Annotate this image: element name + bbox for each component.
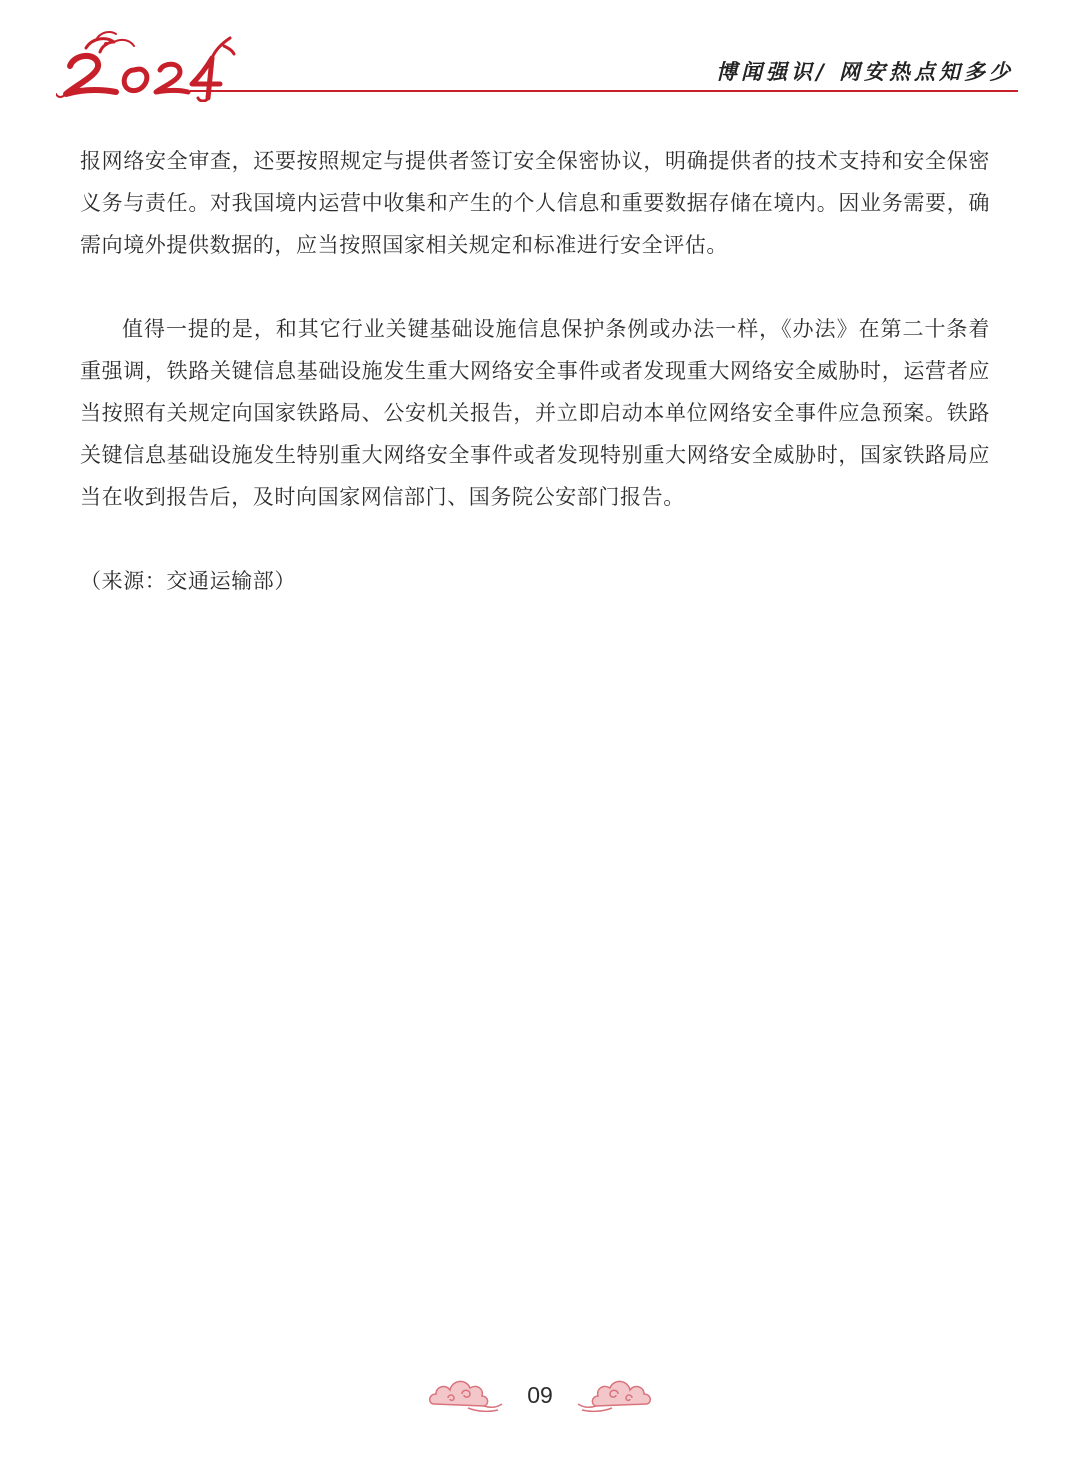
paragraph-1: 报网络安全审查，还要按照规定与提供者签订安全保密协议，明确提供者的技术支持和安全保密义务与责任。对我国境内运营中收集和产生的个人信息和重要数据存储在境内。因业务需要，确需向境外提供数据的，应当按照国家相关规定和标准进行安全评估。	[80, 149, 990, 257]
paragraph-2: 值得一提的是，和其它行业关键基础设施信息保护条例或办法一样，《办法》在第二十条着重强调，铁路关键信息基础设施发生重大网络安全事件或者发现重大网络安全威胁时，运营者应当按照有关规定向国家铁路局、公安机关报告，并立即启动本单位网络安全事件应急预案。铁路关键信息基础设施发生特别重大网络安全事件或者发现特别重大网络安全威胁时，国家铁路局应当在收到报告后，及时向国家网信部门、国务院公安部门报告。	[80, 317, 990, 509]
auspicious-cloud-icon	[428, 1374, 504, 1416]
header-divider	[190, 90, 1018, 92]
page-footer	[0, 1370, 1080, 1430]
header-title: 博闻强识/ 网安热点知多少	[716, 59, 1014, 84]
source-note: （来源：交通运输部）	[80, 569, 296, 593]
page-number: 09	[527, 1382, 553, 1408]
auspicious-cloud-icon	[576, 1374, 652, 1416]
page-header	[0, 0, 1080, 110]
article-body	[80, 140, 990, 602]
